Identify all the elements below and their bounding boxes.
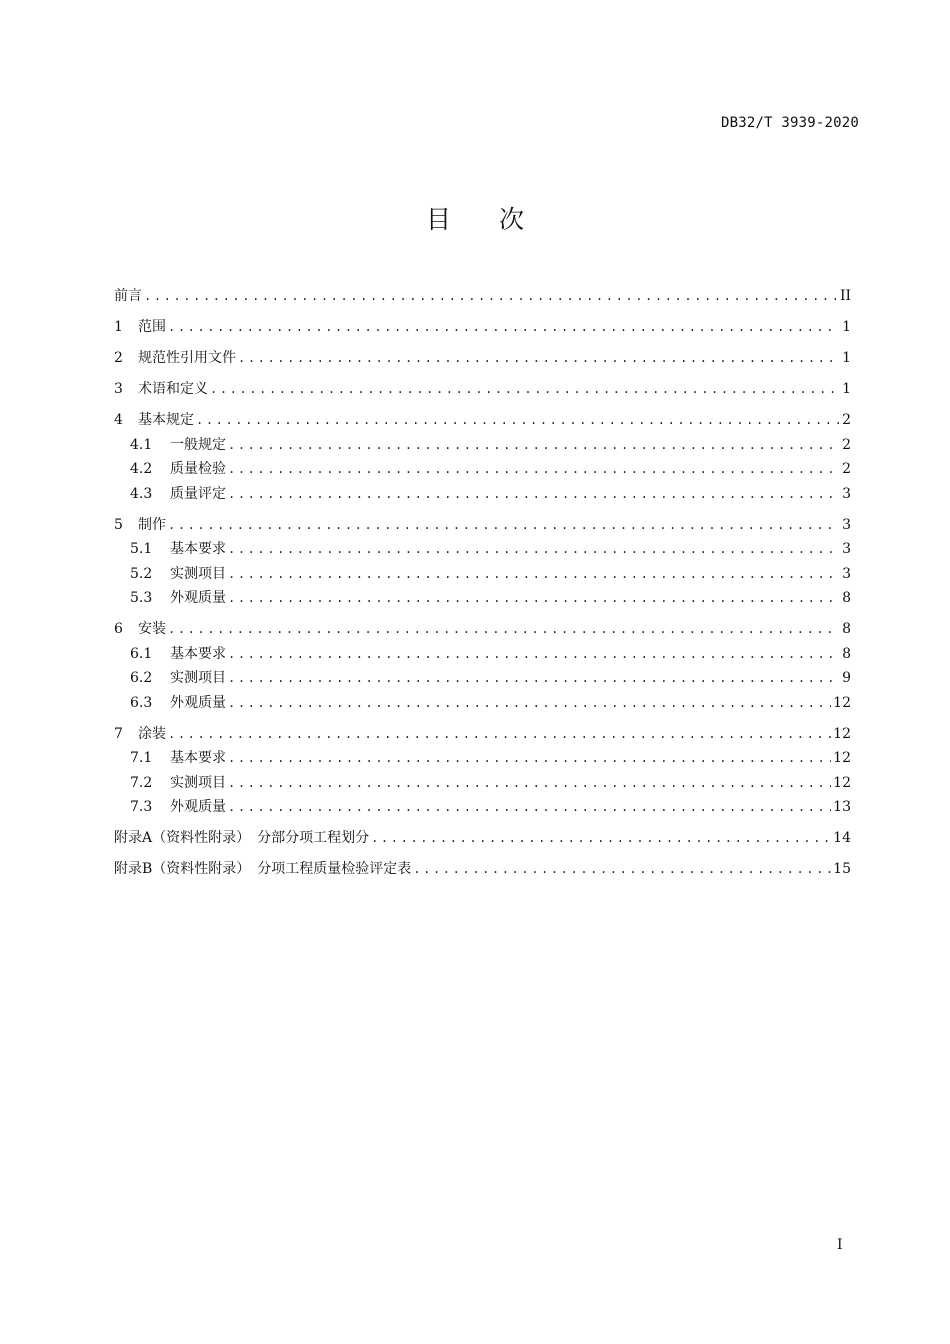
toc-dot-leader <box>228 482 839 507</box>
toc-entry[interactable] <box>114 284 851 309</box>
toc-entry-page: 12 <box>833 750 851 766</box>
toc-subentry[interactable] <box>114 642 851 667</box>
toc-entry-number: 4.2 <box>130 461 153 477</box>
toc-dot-leader <box>228 746 831 771</box>
page-number: I <box>837 1237 843 1253</box>
toc-entry-page: 2 <box>842 412 851 428</box>
toc-entry-label: 前言 <box>114 288 142 304</box>
toc-entry-number: 3 <box>114 381 123 397</box>
toc-entry-number: 4.3 <box>130 485 153 502</box>
toc-subentry[interactable] <box>114 457 851 482</box>
toc-dot-leader <box>371 826 831 851</box>
toc-dot-leader <box>228 562 839 587</box>
toc-entry-label: 基本要求 <box>170 750 226 766</box>
toc-entry-number: 4.1 <box>130 436 153 453</box>
toc-entry[interactable] <box>114 513 851 538</box>
toc-dot-leader <box>228 642 839 667</box>
toc-entry-number: 6.2 <box>130 670 153 686</box>
toc-entry-label: 实测项目 <box>170 774 226 791</box>
toc-entry[interactable] <box>114 722 851 747</box>
title-char-1: 目 <box>425 205 451 234</box>
toc-entry-page: 15 <box>833 861 851 877</box>
toc-entry-page: 3 <box>842 565 851 582</box>
toc-entry-number: 5.2 <box>130 565 153 582</box>
toc-entry-label: 制作 <box>138 516 166 533</box>
toc-entry-number: 7.3 <box>130 799 153 815</box>
table-of-contents <box>114 284 851 882</box>
toc-entry-page: 1 <box>842 350 851 366</box>
toc-dot-leader <box>168 315 839 340</box>
toc-entry-label: 基本要求 <box>170 645 226 662</box>
toc-entry-number: 6 <box>114 621 123 637</box>
toc-subentry[interactable] <box>114 562 851 587</box>
toc-subentry[interactable] <box>114 771 851 796</box>
toc-entry-number: 7 <box>114 725 123 742</box>
toc-subentry[interactable] <box>114 586 851 611</box>
toc-dot-leader <box>238 346 839 371</box>
toc-entry-page: 12 <box>833 774 851 791</box>
toc-dot-leader <box>144 284 838 309</box>
toc-entry-label: 质量检验 <box>170 461 226 477</box>
toc-entry-label: 范围 <box>138 319 166 335</box>
toc-dot-leader <box>228 433 839 458</box>
toc-dot-leader <box>228 691 831 716</box>
toc-entry-label: 外观质量 <box>170 694 226 711</box>
toc-entry[interactable] <box>114 408 851 433</box>
toc-entry-number: 6.1 <box>130 645 153 662</box>
toc-entry-page: 2 <box>842 436 851 453</box>
toc-dot-leader <box>228 586 839 611</box>
toc-entry-label: 一般规定 <box>170 436 226 453</box>
toc-subentry[interactable] <box>114 666 851 691</box>
page-title <box>0 200 950 236</box>
toc-entry-number: 6.3 <box>130 694 153 711</box>
toc-entry-number: 7.2 <box>130 774 153 791</box>
toc-entry-page: 14 <box>833 830 851 846</box>
toc-entry-page: 8 <box>842 645 851 662</box>
toc-entry-number: 2 <box>114 350 123 366</box>
toc-entry[interactable] <box>114 315 851 340</box>
toc-entry-label: 质量评定 <box>170 485 226 502</box>
toc-entry-label: 基本规定 <box>138 412 194 428</box>
toc-entry-label: 术语和定义 <box>138 381 208 397</box>
toc-entry-page: 8 <box>842 621 851 637</box>
toc-entry-page: 12 <box>833 725 851 742</box>
toc-entry-label: 外观质量 <box>170 799 226 815</box>
toc-dot-leader <box>413 857 831 882</box>
toc-entry-page: 13 <box>833 799 851 815</box>
toc-dot-leader <box>168 722 831 747</box>
toc-subentry[interactable] <box>114 482 851 507</box>
toc-entry-page: 9 <box>842 670 851 686</box>
toc-dot-leader <box>228 795 831 820</box>
toc-entry-page: 2 <box>842 461 851 477</box>
toc-subentry[interactable] <box>114 691 851 716</box>
toc-entry-label: 外观质量 <box>170 590 226 606</box>
toc-dot-leader <box>228 537 839 562</box>
toc-entry-page: II <box>839 288 851 304</box>
toc-entry-page: 8 <box>842 590 851 606</box>
toc-subentry[interactable] <box>114 795 851 820</box>
toc-subentry[interactable] <box>114 537 851 562</box>
toc-subentry[interactable] <box>114 746 851 771</box>
title-char-2: 次 <box>499 205 525 234</box>
toc-entry-page: 3 <box>842 485 851 502</box>
document-code: DB32/T 3939-2020 <box>720 115 859 131</box>
toc-entry-number: 4 <box>114 412 123 428</box>
toc-dot-leader <box>228 666 839 691</box>
toc-entry-label: 实测项目 <box>170 565 226 582</box>
toc-dot-leader <box>210 377 839 402</box>
toc-entry-page: 1 <box>842 381 851 397</box>
toc-entry-label: 附录B（资料性附录） 分项工程质量检验评定表 <box>114 861 412 877</box>
toc-dot-leader <box>196 408 839 433</box>
toc-entry[interactable] <box>114 617 851 642</box>
toc-entry-label: 安装 <box>138 621 166 637</box>
toc-entry-number: 1 <box>114 319 123 335</box>
toc-entry-page: 3 <box>842 541 851 557</box>
toc-dot-leader <box>228 457 839 482</box>
toc-entry[interactable] <box>114 857 851 882</box>
toc-entry[interactable] <box>114 346 851 371</box>
toc-entry[interactable] <box>114 377 851 402</box>
toc-entry-number: 7.1 <box>130 750 153 766</box>
toc-entry-page: 1 <box>842 319 851 335</box>
toc-entry-number: 5.1 <box>130 541 153 557</box>
toc-entry-label: 基本要求 <box>170 541 226 557</box>
toc-entry-label: 实测项目 <box>170 670 226 686</box>
toc-entry-label: 附录A（资料性附录） 分部分项工程划分 <box>114 830 370 846</box>
toc-subentry[interactable] <box>114 433 851 458</box>
toc-entry-label: 规范性引用文件 <box>138 350 236 366</box>
toc-dot-leader <box>168 617 839 642</box>
toc-entry-page: 12 <box>833 694 851 711</box>
toc-entry-number: 5 <box>114 516 123 533</box>
toc-dot-leader <box>228 771 831 796</box>
toc-entry-label: 涂装 <box>138 725 166 742</box>
toc-entry[interactable] <box>114 826 851 851</box>
toc-entry-number: 5.3 <box>130 590 153 606</box>
toc-entry-page: 3 <box>842 516 851 533</box>
toc-dot-leader <box>168 513 839 538</box>
